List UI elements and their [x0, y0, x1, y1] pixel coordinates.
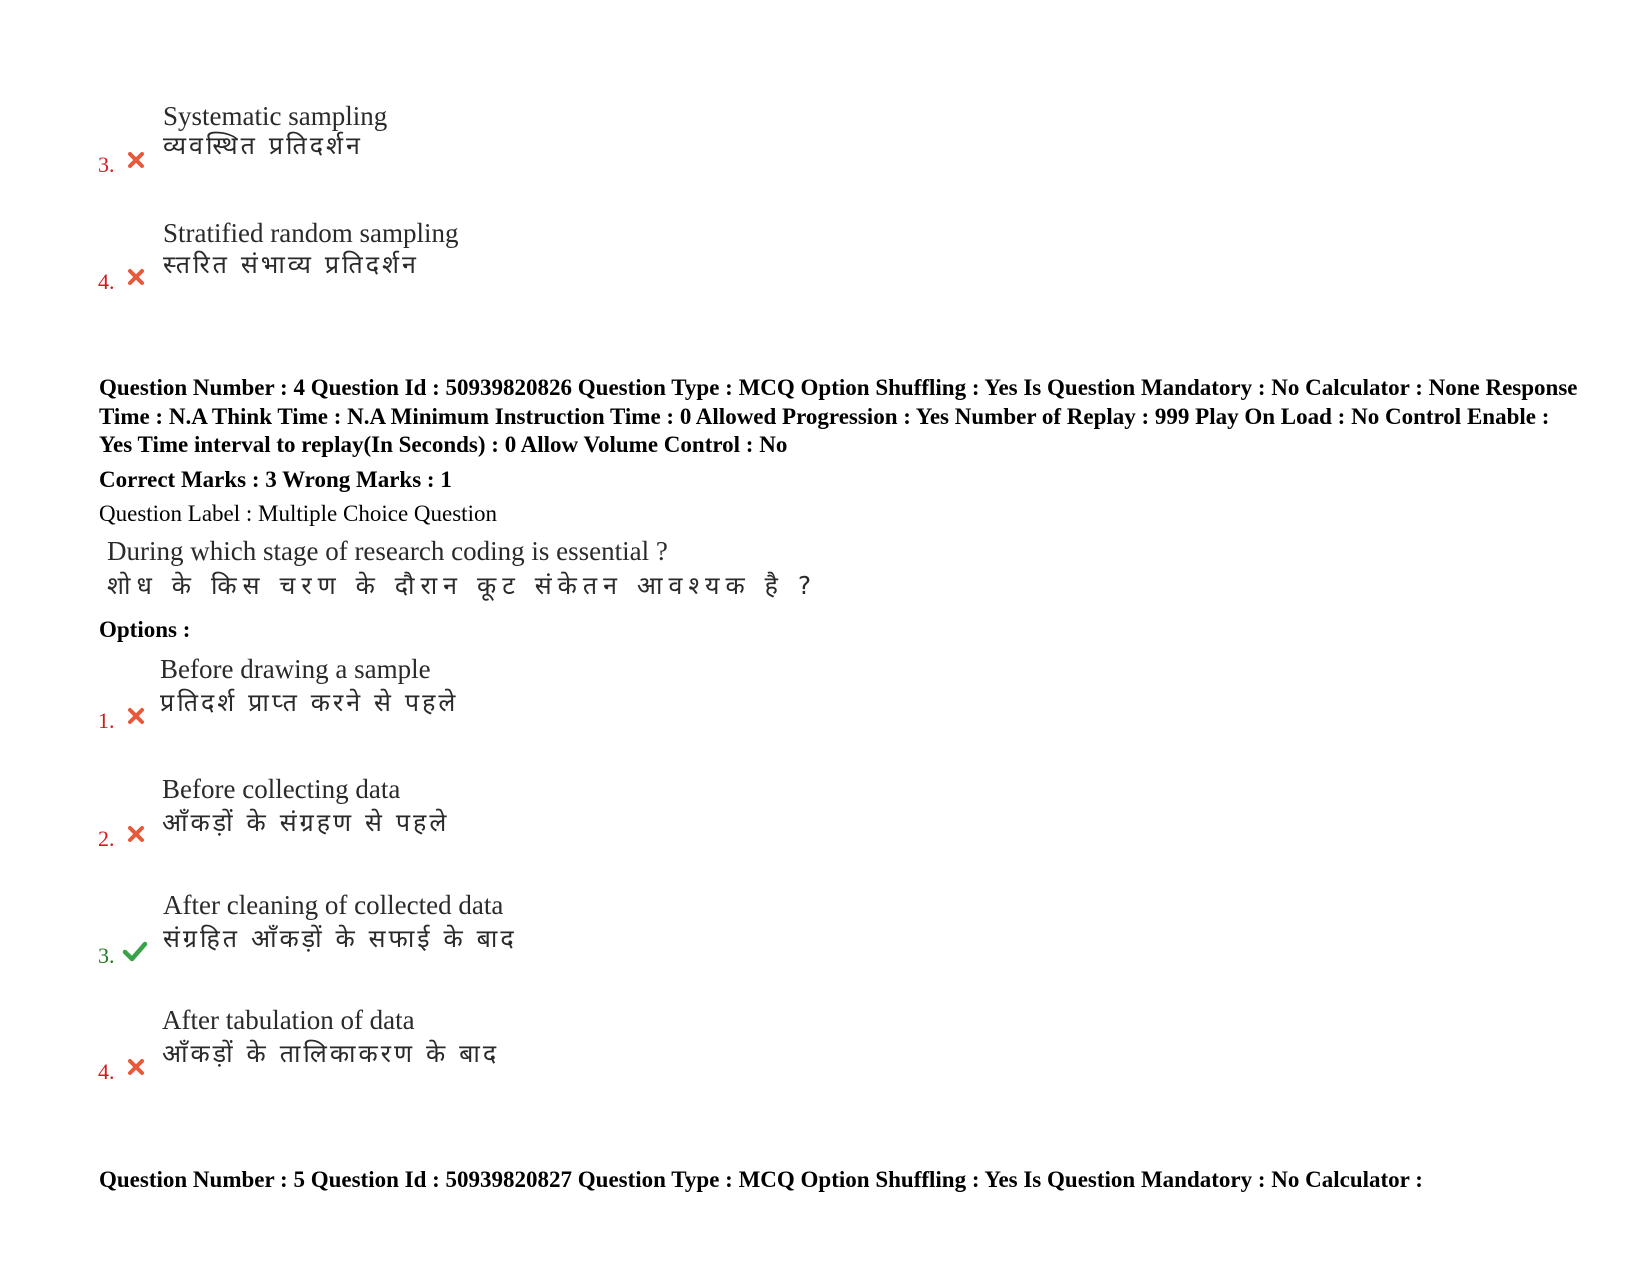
- option-text-hi: प्रतिदर्श प्राप्त करने से पहले: [160, 688, 459, 717]
- option-number: 2.: [98, 826, 115, 851]
- option-text-en: Stratified random sampling: [163, 218, 459, 248]
- question-text-hi: शोध के किस चरण के दौरान कूट संकेतन आवश्यक है ?: [107, 571, 818, 600]
- checkmark-icon: [122, 940, 148, 962]
- next-question-meta: Question Number : 5 Question Id : 50939820827 Question Type : MCQ Option Shuffling : Yes Is Question Mandatory : No Calculator :: [99, 1167, 1423, 1192]
- option-text-en: After tabulation of data: [162, 1005, 415, 1035]
- option-text-hi: आँकड़ों के तालिकाकरण के बाद: [162, 1039, 500, 1068]
- option-text-en: Before collecting data: [162, 774, 401, 804]
- option-text-en: After cleaning of collected data: [163, 890, 504, 920]
- cross-icon: [126, 150, 146, 170]
- question-marks: Correct Marks : 3 Wrong Marks : 1: [99, 467, 452, 492]
- option-text-hi: संग्रहित आँकड़ों के सफाई के बाद: [163, 924, 517, 953]
- option-number: 3.: [98, 152, 115, 177]
- option-number: 4.: [98, 269, 115, 294]
- cross-icon: [126, 706, 146, 726]
- question-label: Question Label : Multiple Choice Question: [99, 501, 497, 526]
- option-number: 3.: [98, 943, 115, 968]
- option-text-hi: आँकड़ों के संग्रहण से पहले: [162, 808, 450, 837]
- question-text-en: During which stage of research coding is essential ?: [107, 536, 668, 566]
- option-number: 1.: [98, 708, 115, 733]
- option-text-en: Systematic sampling: [163, 101, 388, 131]
- option-text-en: Before drawing a sample: [160, 654, 431, 684]
- question-meta: Question Number : 4 Question Id : 50939820826 Question Type : MCQ Option Shuffling : Yes Is Question Mandatory : No Calculator : None Response Time : N.A Think Time : N.A Minimum Instruction Time : 0 Allowed Progression : Yes Number of Replay : 999 Play On Load : No Control Enable : Yes Time interval to replay(In Seconds) : 0 Allow Volume Control : No: [99, 375, 1578, 457]
- option-text-hi: स्तरित संभाव्य प्रतिदर्शन: [163, 250, 419, 279]
- option-text-hi: व्यवस्थित प्रतिदर्शन: [163, 131, 363, 160]
- cross-icon: [126, 1057, 146, 1077]
- cross-icon: [126, 267, 146, 287]
- option-number: 4.: [98, 1059, 115, 1084]
- options-heading: Options :: [99, 617, 191, 642]
- cross-icon: [126, 824, 146, 844]
